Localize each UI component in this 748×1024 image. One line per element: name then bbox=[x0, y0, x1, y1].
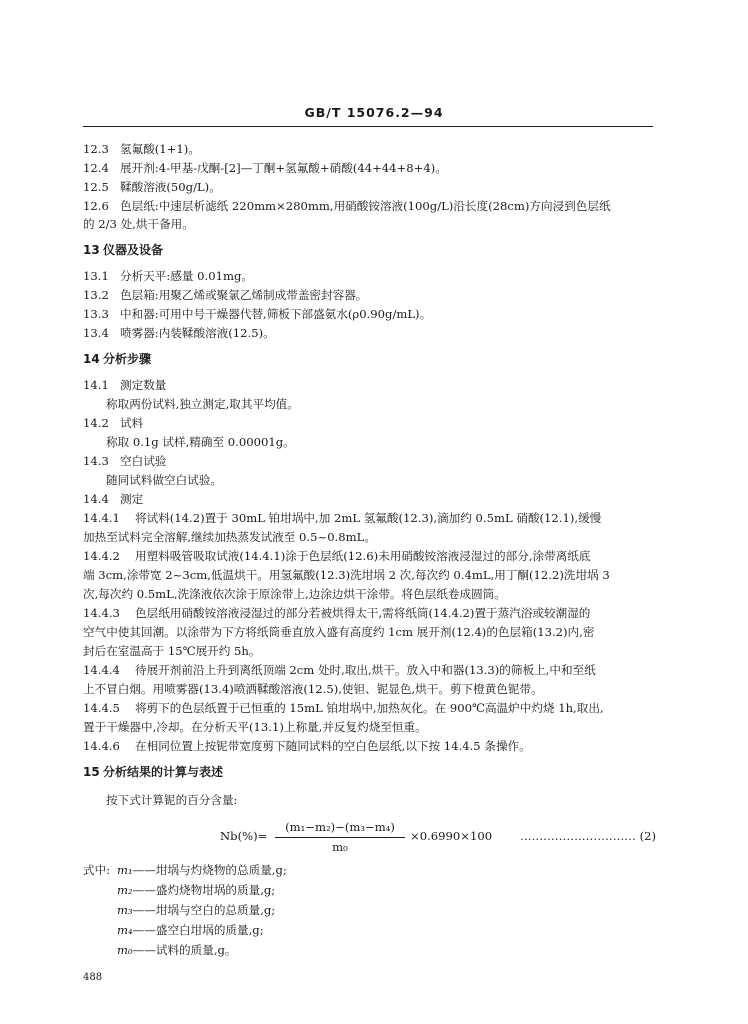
clause-text: 将试料(14.2)置于 30mL 铂坩埚中,加 2mL 氢氟酸(12.3),滴加约 0.5mL 硝酸(12.1),缓慢 bbox=[135, 511, 602, 525]
clause-number: 14 bbox=[83, 352, 100, 366]
clause-text: 空气中使其回潮。以涂带为下方将纸筒垂直放入盛有高度约 1cm 展开剂(12.4)的色层箱(13.2)内,密 bbox=[83, 625, 595, 639]
formula-lhs: Nb(%)= bbox=[220, 829, 268, 843]
text-line bbox=[83, 306, 653, 322]
clause-text: 中和器:可用中号干燥器代替,筛板下部盛氨水(ρ0.90g/mL)。 bbox=[120, 307, 432, 321]
text-line bbox=[83, 160, 653, 176]
clause-number: 12.3 bbox=[83, 142, 109, 156]
clause-text: 分析天平:感量 0.01mg。 bbox=[120, 269, 253, 283]
variable-symbol: m₂ bbox=[117, 883, 133, 897]
clause-text: 称取 0.1g 试样,精确至 0.00001g。 bbox=[106, 435, 295, 449]
variable-definition bbox=[117, 882, 275, 898]
clause-number: 14.4.5 bbox=[83, 701, 120, 715]
clause-text: 氢氟酸(1+1)。 bbox=[120, 142, 200, 156]
text-line bbox=[83, 510, 653, 526]
section-heading bbox=[83, 764, 653, 780]
clause-text: 展开剂:4-甲基-戊酮-[2]—丁酮+氢氟酸+硝酸(44+44+8+4)。 bbox=[120, 161, 447, 175]
text-line bbox=[83, 643, 653, 659]
clause-text: 在相同位置上按铌带宽度剪下随同试料的空白色层纸,以下按 14.4.5 条操作。 bbox=[135, 739, 531, 753]
clause-text: 上不冒白烟。用喷雾器(13.4)喷洒鞣酸溶液(12.5),使钽、铌显色,烘干。剪下橙黄色铌带。 bbox=[83, 682, 543, 696]
clause-text: 按下式计算铌的百分含量: bbox=[106, 793, 238, 807]
clause-text: 色层箱:用聚乙烯或聚氯乙烯制成带盖密封容器。 bbox=[120, 288, 368, 302]
clause-number: 14.3 bbox=[83, 454, 109, 468]
formula-fraction bbox=[275, 820, 405, 854]
clause-text: 色层纸用硝酸铵溶液浸湿过的部分若被烘得太干,需将纸筒(14.4.2)置于蒸汽浴或较潮湿的 bbox=[135, 606, 591, 620]
clause-text: 空白试验 bbox=[120, 454, 167, 468]
clause-number: 14.4.1 bbox=[83, 511, 120, 525]
section-heading bbox=[83, 242, 653, 258]
clause-text: 测定 bbox=[120, 492, 144, 506]
clause-text: 的 2/3 处,烘干备用。 bbox=[83, 217, 194, 231]
clause-number: 14.2 bbox=[83, 416, 109, 430]
text-line bbox=[83, 548, 653, 564]
text-line bbox=[83, 198, 653, 214]
clause-text: 次,每次约 0.5mL,洗涤液依次涂于原涂带上,边涂边烘干涂带。将色层纸卷成圆筒。 bbox=[83, 587, 506, 601]
text-line bbox=[83, 738, 653, 754]
clause-number: 15 bbox=[83, 765, 100, 779]
text-line bbox=[83, 529, 653, 545]
clause-text: 将剪下的色层纸置于已恒重的 15mL 铂坩埚中,加热灰化。在 900℃高温炉中灼烧 1h,取出, bbox=[135, 701, 604, 715]
text-line bbox=[83, 415, 653, 431]
variable-description: ——试料的质量,g。 bbox=[132, 943, 237, 957]
text-line bbox=[83, 325, 653, 341]
clause-number: 14.4.4 bbox=[83, 663, 120, 677]
variable-definition bbox=[117, 862, 287, 878]
variable-description: ——坩埚与灼烧物的总质量,g; bbox=[132, 863, 287, 877]
formula bbox=[220, 820, 656, 856]
text-line bbox=[106, 792, 653, 808]
text-line bbox=[83, 700, 653, 716]
standard-header: GB/T 15076.2—94 bbox=[304, 105, 444, 120]
formula-rhs: ×0.6990×100 bbox=[410, 829, 493, 843]
formula-numerator: (m₁−m₂)−(m₃−m₄) bbox=[275, 820, 405, 838]
text-line bbox=[83, 662, 653, 678]
variable-description: ——盛空白坩埚的质量,g; bbox=[132, 923, 264, 937]
clause-number: 14.4.3 bbox=[83, 606, 120, 620]
variable-symbol: m₁ bbox=[117, 863, 133, 877]
variable-description: ——盛灼烧物坩埚的质量,g; bbox=[132, 883, 276, 897]
text-line bbox=[83, 179, 653, 195]
formula-denominator: m₀ bbox=[332, 840, 348, 854]
text-line bbox=[83, 453, 653, 469]
variable-symbol: m₃ bbox=[117, 903, 133, 917]
text-line bbox=[83, 216, 653, 232]
text-line bbox=[83, 719, 653, 735]
clause-text: 封后在室温高于 15℃展开约 5h。 bbox=[83, 644, 261, 658]
clause-text: 鞣酸溶液(50g/L)。 bbox=[120, 180, 221, 194]
text-line bbox=[83, 141, 653, 157]
clause-number: 13.4 bbox=[83, 326, 109, 340]
text-line bbox=[106, 472, 653, 488]
header-rule bbox=[83, 126, 653, 127]
clause-number: 13.1 bbox=[83, 269, 109, 283]
variable-symbol: m₀ bbox=[117, 943, 133, 957]
clause-text: 测定数量 bbox=[120, 378, 167, 392]
clause-text: 端 3cm,涂带宽 2~3cm,低温烘干。用氢氟酸(12.3)洗坩埚 2 次,每次约 0.4mL,用丁酮(12.2)洗坩埚 3 bbox=[83, 568, 610, 582]
clause-text: 称取两份试料,独立测定,取其平均值。 bbox=[106, 397, 299, 411]
clause-text: 仪器及设备 bbox=[103, 243, 164, 257]
text-line bbox=[83, 567, 653, 583]
clause-text: 色层纸:中速层析滤纸 220mm×280mm,用硝酸铵溶液(100g/L)沿长度(28cm)方向浸到色层纸 bbox=[120, 199, 611, 213]
variable-definition bbox=[117, 922, 264, 938]
clause-text: 喷雾器:内装鞣酸溶液(12.5)。 bbox=[120, 326, 275, 340]
text-line bbox=[83, 681, 653, 697]
text-line bbox=[106, 434, 653, 450]
clause-text: 分析结果的计算与表述 bbox=[103, 765, 224, 779]
clause-number: 14.4.2 bbox=[83, 549, 120, 563]
variable-symbol: m₄ bbox=[117, 923, 133, 937]
clause-number: 13 bbox=[83, 243, 100, 257]
text-line bbox=[83, 605, 653, 621]
page-number: 488 bbox=[83, 972, 103, 983]
section-heading bbox=[83, 351, 653, 367]
clause-number: 14.4.6 bbox=[83, 739, 120, 753]
clause-text: 用塑料吸管吸取试液(14.4.1)涂于色层纸(12.6)未用硝酸铵溶液浸湿过的部分,涂带离纸底 bbox=[135, 549, 591, 563]
variable-prefix: 式中: bbox=[83, 863, 111, 877]
text-line bbox=[106, 396, 653, 412]
text-line bbox=[83, 287, 653, 303]
text-line bbox=[83, 377, 653, 393]
text-line bbox=[83, 586, 653, 602]
clause-number: 12.5 bbox=[83, 180, 109, 194]
text-line bbox=[83, 491, 653, 507]
clause-number: 13.3 bbox=[83, 307, 109, 321]
clause-number: 14.1 bbox=[83, 378, 109, 392]
clause-text: 试料 bbox=[120, 416, 144, 430]
formula-tag: ………………………… (2) bbox=[519, 829, 656, 843]
clause-text: 随同试料做空白试验。 bbox=[106, 473, 222, 487]
text-line bbox=[83, 268, 653, 284]
variable-definition bbox=[117, 942, 237, 958]
clause-number: 14.4 bbox=[83, 492, 109, 506]
clause-number: 13.2 bbox=[83, 288, 109, 302]
clause-text: 加热至试料完全溶解,继续加热蒸发试液至 0.5~0.8mL。 bbox=[83, 530, 376, 544]
clause-number: 12.4 bbox=[83, 161, 109, 175]
clause-text: 待展开剂前沿上升到离纸顶端 2cm 处时,取出,烘干。放入中和器(13.3)的筛板上,中和至纸 bbox=[135, 663, 596, 677]
text-line bbox=[83, 624, 653, 640]
clause-text: 置于干燥器中,冷却。在分析天平(13.1)上称量,并反复灼烧至恒重。 bbox=[83, 720, 427, 734]
variable-definition bbox=[117, 902, 275, 918]
variable-description: ——坩埚与空白的总质量,g; bbox=[132, 903, 276, 917]
clause-text: 分析步骤 bbox=[103, 352, 152, 366]
clause-number: 12.6 bbox=[83, 199, 109, 213]
